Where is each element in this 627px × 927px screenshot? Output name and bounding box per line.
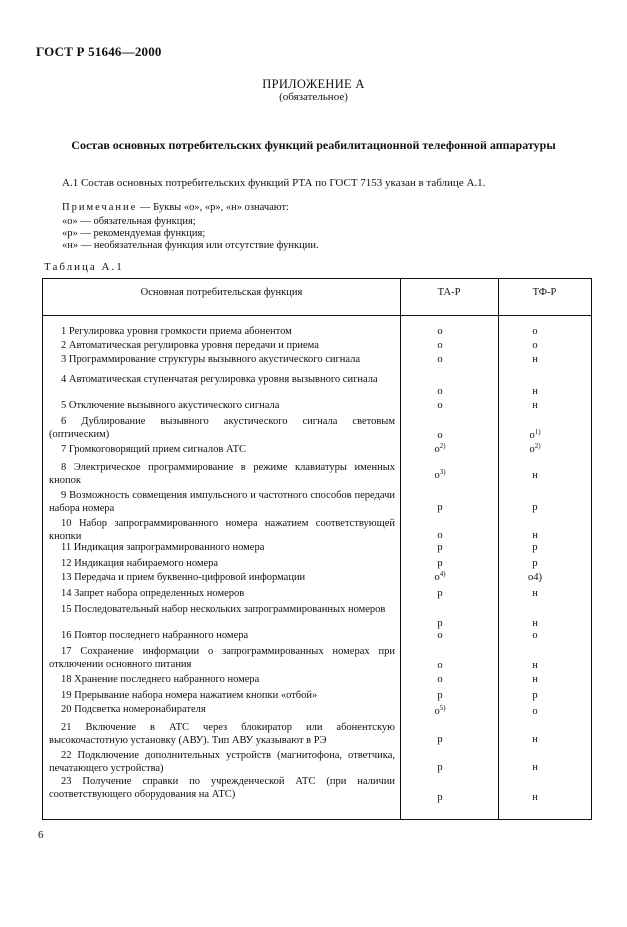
intro-paragraph: А.1 Состав основных потребительских функций РТА по ГОСТ 7153 указан в таблице А.1. — [62, 177, 486, 189]
table-row-function: 19 Прерывание набора номера нажатием кнопки «отбой» — [61, 690, 318, 701]
value-mark: р — [437, 542, 443, 553]
value-mark: о — [437, 400, 443, 411]
value-mark: о — [532, 630, 538, 641]
table-row-tf-value — [515, 761, 555, 774]
value-mark: н — [532, 470, 538, 481]
table-row-function: 10 Набор запрограммированного номера нажатием соответствующей кнопки — [49, 518, 395, 542]
value-mark: о — [529, 444, 535, 455]
table-row-tf-value — [515, 673, 555, 686]
value-mark: о — [437, 660, 443, 671]
table-row-function: 11 Индикация запрограммированного номера — [61, 542, 265, 553]
table-row-function: 14 Запрет набора определенных номеров — [61, 588, 245, 599]
table-row-ta-value — [420, 689, 460, 702]
table-row-tf-value — [515, 659, 555, 672]
table-row-ta-value — [420, 673, 460, 686]
table-caption: Таблица А.1 — [44, 261, 124, 273]
value-mark: о — [437, 530, 443, 541]
value-mark: р — [437, 502, 443, 513]
table-row-ta-value — [420, 443, 460, 456]
value-mark: о — [532, 706, 538, 717]
appendix-subtitle: (обязательное) — [279, 91, 348, 103]
appendix-title: ПРИЛОЖЕНИЕ А — [262, 77, 365, 91]
table-row-function: 2 Автоматическая регулировка уровня передачи и приема — [61, 340, 319, 351]
table-row-ta-value — [420, 557, 460, 570]
table-row-ta-value — [420, 733, 460, 746]
table-row-function: 17 Сохранение информации о запрограммированных номерах при отключении основного питания — [49, 646, 395, 670]
table-row-function: 20 Подсветка номеронабирателя — [61, 704, 206, 715]
table-row-tf-value — [515, 385, 555, 398]
table-row-tf-value — [515, 557, 555, 570]
table-row-tf-value — [515, 587, 555, 600]
footnote-ref: 2) — [439, 442, 446, 450]
table-row-function: 9 Возможность совмещения импульсного и частотного способов передачи набора номера — [49, 490, 395, 514]
table-row-function: 23 Получение справки по учрежденческой АТС (при наличии соответствующего оборудования на АТС) — [49, 776, 395, 800]
table-row-ta-value — [420, 325, 460, 338]
table-divider — [498, 279, 499, 819]
value-mark: о — [532, 326, 538, 337]
footnote-ref: 1) — [534, 428, 541, 436]
value-mark: р — [532, 502, 538, 513]
table-row-function: 5 Отключение вызывного акустического сигнала — [61, 400, 280, 411]
note-heading — [62, 202, 289, 213]
value-mark: о — [437, 674, 443, 685]
table-row-function: 22 Подключение дополнительных устройств (магнитофона, ответчика, печатающего устройства) — [49, 750, 395, 774]
table-row-tf-value — [515, 325, 555, 338]
table-row-tf-value — [515, 541, 555, 554]
value-mark: о — [437, 326, 443, 337]
footnote-ref: 2) — [534, 442, 541, 450]
value-mark: н — [532, 618, 538, 629]
table-row-tf-value — [515, 733, 555, 746]
table-row-ta-value — [420, 469, 460, 482]
page-number: 6 — [38, 829, 44, 841]
value-mark: о4) — [528, 572, 542, 583]
note-line: «о» — обязательная функция; — [62, 216, 196, 227]
table-row-ta-value — [420, 541, 460, 554]
table-row-function: 12 Индикация набираемого номера — [61, 558, 219, 569]
table-row-function: 3 Программирование структуры вызывного акустического сигнала — [61, 354, 361, 365]
table-row-function: 15 Последовательный набор нескольких запрограммированных номеров — [61, 604, 386, 615]
table-row-ta-value — [420, 629, 460, 642]
header-tf-r: ТФ-Р — [532, 287, 557, 298]
value-mark: н — [532, 660, 538, 671]
table-row-ta-value — [420, 659, 460, 672]
value-mark: р — [437, 618, 443, 629]
functions-table — [42, 278, 592, 820]
value-mark: р — [437, 588, 443, 599]
value-mark: о — [437, 630, 443, 641]
value-mark: о — [434, 470, 440, 481]
footnote-ref: 3) — [439, 468, 446, 476]
value-mark: р — [437, 762, 443, 773]
value-mark: н — [532, 354, 538, 365]
value-mark: о — [437, 430, 443, 441]
table-row-tf-value — [515, 791, 555, 804]
value-mark: н — [532, 734, 538, 745]
table-row-ta-value — [420, 339, 460, 352]
value-mark: о — [434, 572, 440, 583]
value-mark: р — [532, 542, 538, 553]
table-row-function: 16 Повтор последнего набранного номера — [61, 630, 249, 641]
table-row-tf-value — [515, 689, 555, 702]
table-row-ta-value — [420, 399, 460, 412]
value-mark: н — [532, 386, 538, 397]
value-mark: р — [532, 558, 538, 569]
table-row-function: 8 Электрическое программирование в режиме клавиатуры именных кнопок — [49, 462, 395, 486]
table-row-function: 4 Автоматическая ступенчатая регулировка уровня вызывного сигнала — [61, 374, 378, 385]
value-mark: р — [437, 690, 443, 701]
value-mark: н — [532, 674, 538, 685]
value-mark: н — [532, 792, 538, 803]
header-function: Основная потребительская функция — [140, 287, 303, 298]
value-mark: н — [532, 530, 538, 541]
table-row-tf-value — [515, 629, 555, 642]
table-row-tf-value — [515, 339, 555, 352]
table-row-ta-value — [420, 705, 460, 718]
value-mark: о — [434, 706, 440, 717]
value-mark: о — [437, 354, 443, 365]
table-row-tf-value — [515, 429, 555, 442]
table-row-function: 21 Включение в АТС через блокиратор или абонентскую высокочастотную установку (АВУ). Тип АВУ указывают в РЭ — [49, 722, 395, 746]
value-mark: о — [529, 430, 535, 441]
table-row-ta-value — [420, 385, 460, 398]
footnote-ref: 4) — [439, 570, 446, 578]
note-line: «р» — рекомендуемая функция; — [62, 228, 206, 239]
table-row-tf-value — [515, 501, 555, 514]
table-header-divider — [43, 315, 591, 316]
table-row-ta-value — [420, 429, 460, 442]
section-title: Состав основных потребительских функций реабилитационной телефонной аппаратуры — [71, 138, 556, 152]
value-mark: н — [532, 588, 538, 599]
table-row-tf-value — [515, 469, 555, 482]
value-mark: о — [437, 340, 443, 351]
table-row-ta-value — [420, 571, 460, 584]
value-mark: р — [532, 690, 538, 701]
value-mark: о — [437, 386, 443, 397]
table-row-tf-value — [515, 571, 555, 584]
table-row-ta-value — [420, 353, 460, 366]
document-header: ГОСТ Р 51646—2000 — [36, 44, 162, 59]
table-row-function: 18 Хранение последнего набранного номера — [61, 674, 260, 685]
table-row-ta-value — [420, 761, 460, 774]
table-row-tf-value — [515, 353, 555, 366]
table-row-function: 7 Громкоговорящий прием сигналов АТС — [61, 444, 247, 455]
table-row-ta-value — [420, 501, 460, 514]
value-mark: р — [437, 792, 443, 803]
value-mark: р — [437, 558, 443, 569]
note-line: «н» — необязательная функция или отсутствие функции. — [62, 240, 319, 251]
table-row-tf-value — [515, 399, 555, 412]
value-mark: о — [434, 444, 440, 455]
table-row-function: 13 Передача и прием буквенно-цифровой информации — [61, 572, 306, 583]
table-divider — [400, 279, 401, 819]
footnote-ref: 5) — [439, 704, 446, 712]
note-label: Примечание — [62, 202, 138, 213]
value-mark: н — [532, 400, 538, 411]
table-row-ta-value — [420, 791, 460, 804]
table-row-function: 6 Дублирование вызывного акустического сигнала световым (оптическим) — [49, 416, 395, 440]
value-mark: о — [532, 340, 538, 351]
table-row-function: 1 Регулировка уровня громкости приема абонентом — [61, 326, 292, 337]
value-mark: р — [437, 734, 443, 745]
value-mark: н — [532, 762, 538, 773]
table-row-tf-value — [515, 443, 555, 456]
table-row-ta-value — [420, 587, 460, 600]
note-text: — Буквы «о», «р», «н» означают: — [137, 202, 290, 213]
header-ta-r: ТА-Р — [437, 287, 461, 298]
table-row-tf-value — [515, 705, 555, 718]
